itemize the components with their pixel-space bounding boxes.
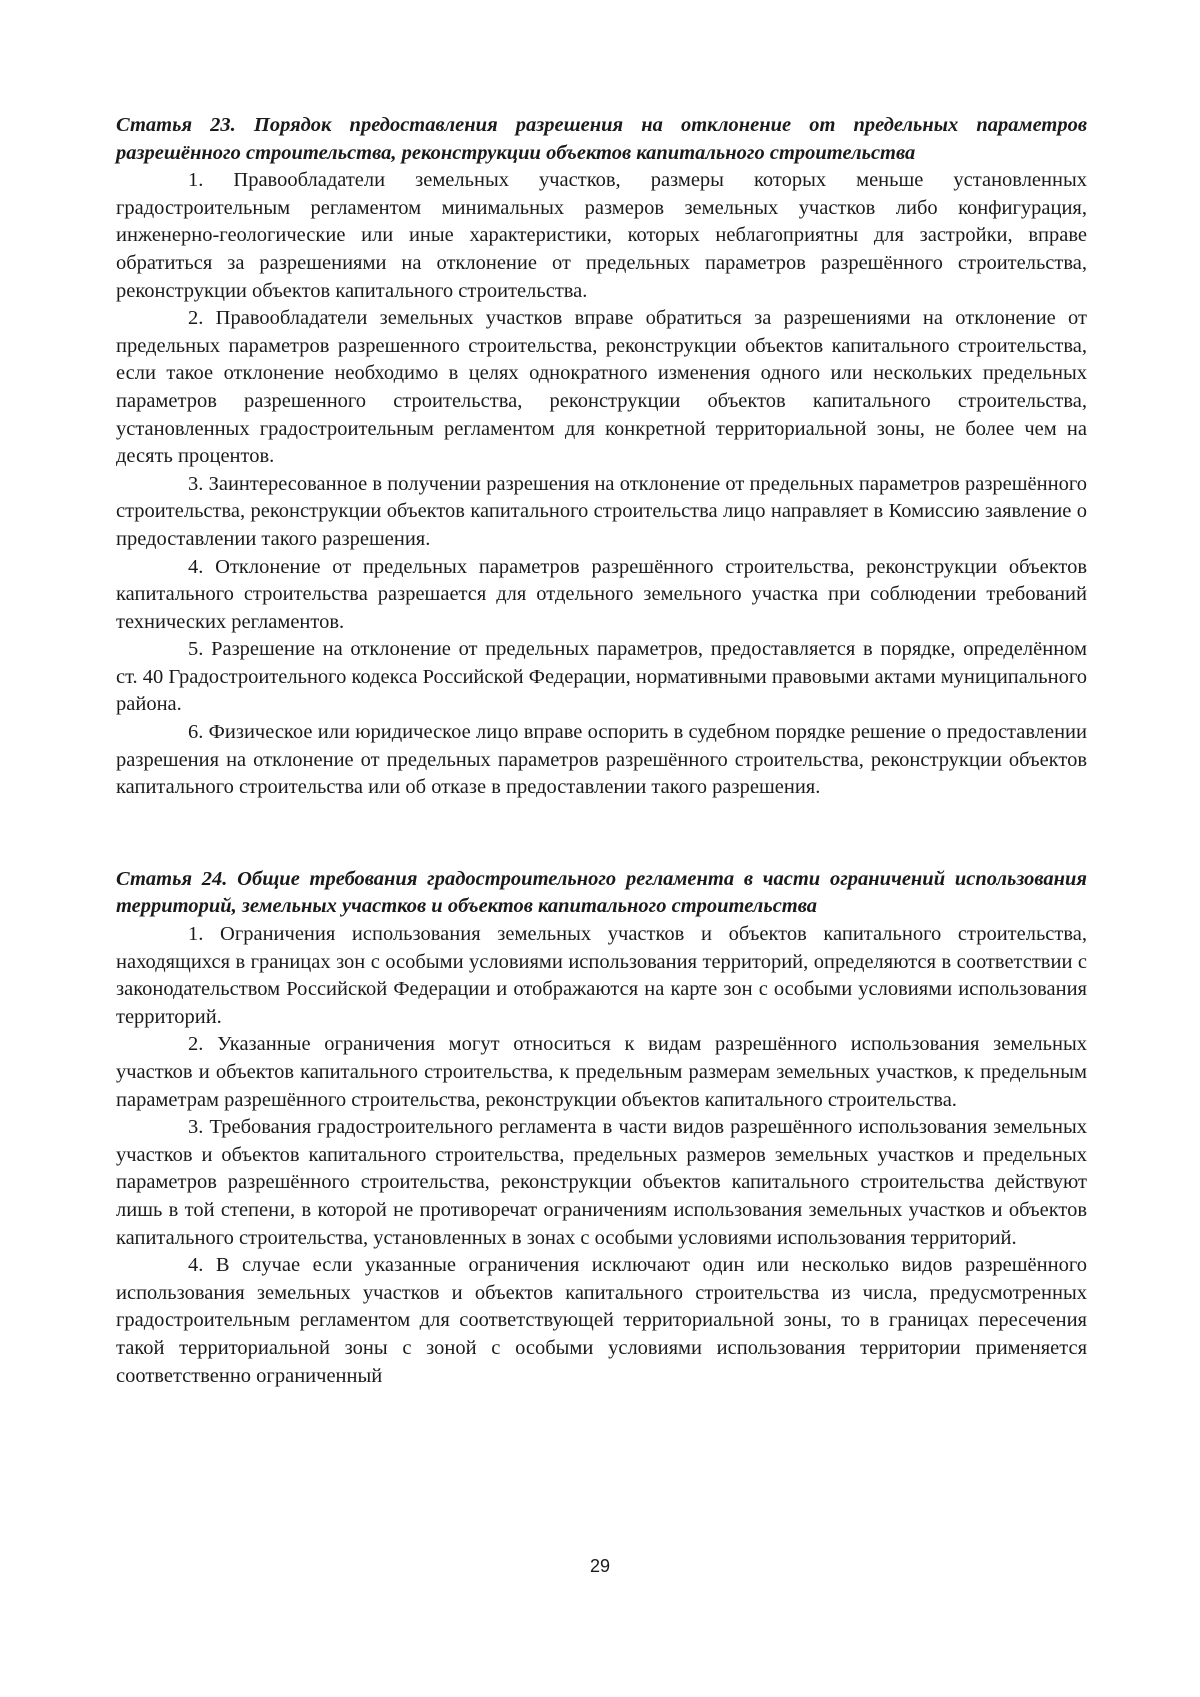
article-23 — [116, 112, 1087, 802]
article-24-paragraph-1: 1. Ограничения использования земельных участков и объектов капитального строительства, находящихся в границах зон с особыми условиями использования территорий, определяются в соответствии с законодательством Российской Федерации и отображаются на карте зон с особыми условиями использования территорий. — [116, 923, 1087, 1028]
article-23-heading: Статья 23. Порядок предоставления разрешения на отклонение от предельных параметров разрешённого строительства, реконструкции объектов капитального строительства — [116, 114, 1087, 164]
article-23-paragraph-4: 4. Отклонение от предельных параметров разрешённого строительства, реконструкции объектов капитального строительства разрешается для отдельного земельного участка при соблюдении требований технических регламентов. — [116, 555, 1087, 633]
article-23-paragraph-3: 3. Заинтересованное в получении разрешения на отклонение от предельных параметров разрешённого строительства, реконструкции объектов капитального строительства лицо направляет в Комиссию заявление о предоставлении такого разрешения. — [116, 472, 1087, 550]
article-24-paragraph-2: 2. Указанные ограничения могут относиться к видам разрешённого использования земельных участков и объектов капитального строительства, к предельным размерам земельных участков, к предельным параметрам разрешённого строительства, реконструкции объектов капитального строительства. — [116, 1033, 1087, 1111]
article-23-paragraph-6: 6. Физическое или юридическое лицо вправе оспорить в судебном порядке решение о предоставлении разрешения на отклонение от предельных параметров разрешённого строительства, реконструкции объектов капитального строительства или об отказе в предоставлении такого разрешения. — [116, 721, 1087, 799]
article-23-paragraph-1: 1. Правообладатели земельных участков, размеры которых меньше установленных градостроительным регламентом минимальных размеров земельных участков либо конфигурация, инженерно-геологические или иные характеристики, которых неблагоприятны для застройки, вправе обратиться за разрешениями на отклонение от предельных параметров разрешённого строительства, реконструкции объектов капитального строительства. — [116, 169, 1087, 302]
article-24-paragraph-3: 3. Требования градостроительного регламента в части видов разрешённого использования земельных участков и объектов капитального строительства, предельных размеров земельных участков и предельных параметров разрешённого строительства, реконструкции объектов капитального строительства действуют лишь в той степени, в которой не противоречат ограничениям использования земельных участков и объектов капитального строительства, установленных в зонах с особыми условиями использования территорий. — [116, 1116, 1087, 1249]
article-24-paragraph-4: 4. В случае если указанные ограничения исключают один или несколько видов разрешённого использования земельных участков и объектов капитального строительства из числа, предусмотренных градостроительным регламентом для соответствующей территориальной зоны, то в границах пересечения такой территориальной зоны с зоной с особыми условиями использования территории применяется соответственно ограниченный — [116, 1254, 1087, 1387]
page-content — [116, 112, 1087, 1390]
article-spacer — [116, 802, 1087, 866]
article-24-heading: Статья 24. Общие требования градостроительного регламента в части ограничений использования территорий, земельных участков и объектов капитального строительства — [116, 867, 1087, 918]
article-23-paragraph-2: 2. Правообладатели земельных участков вправе обратиться за разрешениями на отклонение от предельных параметров разрешенного строительства, реконструкции объектов капитального строительства, если такое отклонение необходимо в целях однократного изменения одного или нескольких предельных параметров разрешенного строительства, реконструкции объектов капитального строительства, установленных градостроительным регламентом для конкретной территориальной зоны, не более чем на десять процентов. — [116, 307, 1087, 468]
article-24 — [116, 866, 1087, 1390]
article-23-paragraph-5: 5. Разрешение на отклонение от предельных параметров, предоставляется в порядке, определённом ст. 40 Градостроительного кодекса Российской Федерации, нормативными правовыми актами муниципального района. — [116, 638, 1087, 716]
page-number: 29 — [589, 1556, 611, 1576]
